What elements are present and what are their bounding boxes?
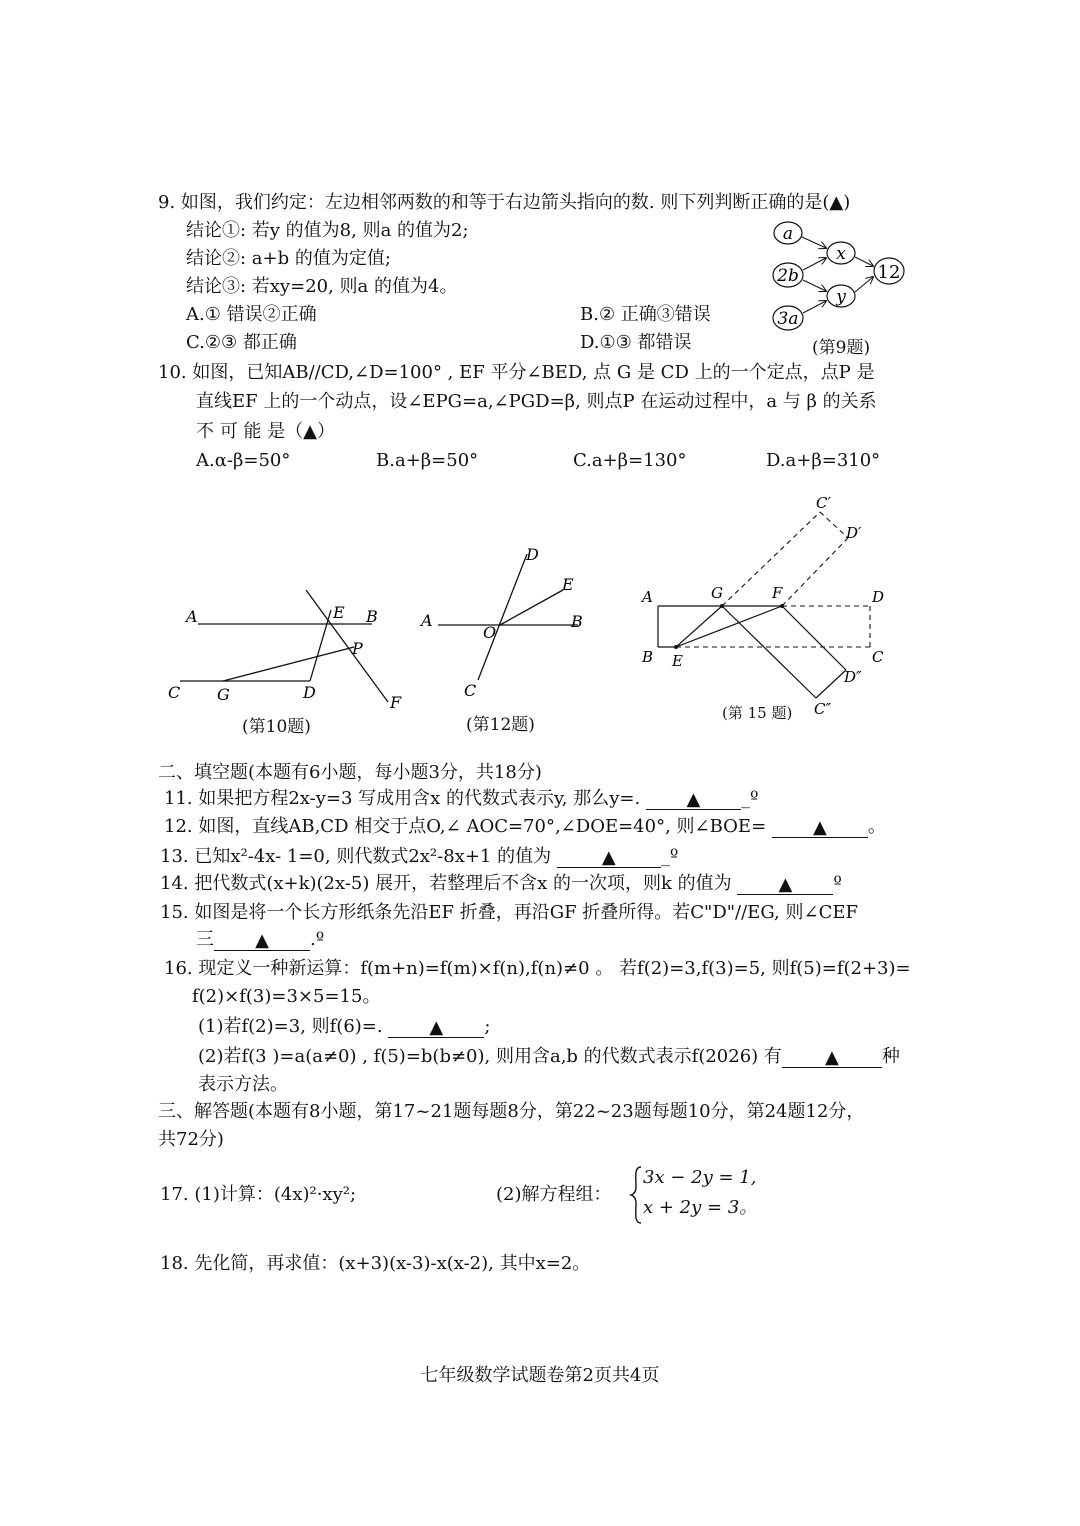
q13-text: 13. 已知x²-4x- 1=0, 则代数式2x²-8x+1 的值为 — [160, 846, 552, 867]
fig15-label-c-prime: C′ — [816, 494, 831, 512]
q14-answer-blank: ▲ — [737, 874, 833, 895]
fig15-label-d-dprime: D″ — [844, 668, 862, 686]
q10-line-3: 不 可 能 是（▲） — [196, 421, 336, 442]
fig12-caption: (第12题) — [466, 715, 535, 735]
fig15-caption: (第 15 题) — [722, 704, 793, 722]
fig15-label-g: G — [711, 584, 723, 602]
fig12-label-e: E — [562, 575, 574, 594]
q16-line-1: 16. 现定义一种新运算：f(m+n)=f(m)×f(n),f(n)≠0 。 若f(2)=3,f(3)=5, 则f(5)=f(2+3)= — [164, 958, 911, 979]
q17-equation-2: x + 2y = 3。 — [643, 1197, 758, 1218]
q9-option-a: A.① 错误②正确 — [186, 304, 317, 325]
fig15-diagram — [636, 492, 906, 722]
fig15-label-e: E — [672, 652, 683, 670]
section-2-heading: 二、填空题(本题有6小题，每小题3分，共18分) — [158, 762, 542, 783]
fig9-label-12: 12 — [877, 262, 901, 283]
q16-part-1-blank: ▲ — [388, 1017, 484, 1038]
fig15-label-b: B — [642, 648, 654, 666]
q12-answer-blank: ▲ — [772, 817, 868, 838]
fig10-label-e: E — [333, 603, 345, 622]
fig12-label-c: C — [464, 681, 477, 700]
q9-conclusion-3: 结论③: 若xy=20, 则a 的值为4。 — [186, 276, 458, 297]
fig9-caption: (第9题) — [812, 338, 871, 358]
q13-answer-blank: ▲ — [557, 847, 661, 868]
q13 — [160, 846, 678, 868]
q9-stem: 9. 如图，我们约定：左边相邻两数的和等于右边箭头指向的数. 则下列判断正确的是(▲) — [158, 192, 851, 213]
q9-option-d: D.①③ 都错误 — [580, 332, 692, 353]
fig12-label-d: D — [526, 545, 539, 564]
q11-answer-blank: ▲ — [646, 789, 741, 810]
fig9-label-2b: 2b — [777, 266, 799, 286]
q10-option-b: B.a+β=50° — [376, 450, 479, 471]
section-3-heading-line-1: 三、解答题(本题有8小题，第17~21题每题8分，第22~23题每题10分，第24题12分， — [158, 1101, 865, 1122]
q9-option-b: B.② 正确③错误 — [580, 304, 711, 325]
q17-equation-1: 3x − 2y = 1, — [643, 1167, 757, 1188]
q9-option-c: C.②③ 都正确 — [186, 332, 297, 353]
q11 — [164, 788, 758, 810]
q16-line-2: f(2)×f(3)=3×5=15。 — [192, 986, 381, 1007]
q9-conclusion-1: 结论①: 若y 的值为8, 则a 的值为2; — [186, 220, 469, 241]
q17-system-brace — [630, 1165, 644, 1225]
q13-tail: _º — [660, 846, 679, 867]
q16-part-1 — [198, 1016, 490, 1038]
q18: 18. 先化简，再求值：(x+3)(x-3)-x(x-2), 其中x=2。 — [160, 1253, 591, 1274]
fig10-label-p: P — [352, 639, 363, 658]
q15-line-2 — [196, 929, 324, 951]
fig15-label-c: C — [872, 648, 884, 666]
q12-text: 12. 如图，直线AB,CD 相交于点O,∠ AOC=70°,∠DOE=40°, 则∠BOE= — [164, 816, 767, 837]
fig15-label-a: A — [642, 588, 653, 606]
fig12-label-a: A — [421, 611, 433, 630]
fig9-diagram — [765, 212, 925, 332]
fig15-label-d: D — [872, 588, 885, 606]
q16-part-1-text: (1)若f(2)=3, 则f(6)=. — [198, 1016, 383, 1037]
fig10-label-a: A — [186, 607, 198, 626]
q9-conclusion-2: 结论②: a+b 的值为定值; — [186, 248, 391, 269]
q16-part-1-tail: ; — [484, 1016, 491, 1037]
fig10-label-d: D — [303, 683, 316, 702]
q16-part-2-text: (2)若f(3 )=a(a≠0) , f(5)=b(b≠0), 则用含a,b 的代数式表示f(2026) 有 — [198, 1046, 782, 1067]
q12 — [164, 816, 886, 838]
fig12-label-o: O — [483, 623, 497, 642]
fig9-label-y: y — [836, 287, 846, 307]
section-3-heading-line-2: 共72分) — [158, 1129, 224, 1150]
fig15-label-f: F — [772, 584, 783, 602]
q16-part-2-line-2: 表示方法。 — [198, 1074, 288, 1095]
q14-tail: º — [833, 873, 842, 894]
q10-line-1: 10. 如图，已知AB//CD,∠D=100° , EF 平分∠BED, 点 G 是 CD 上的一个定点，点P 是 — [158, 362, 875, 383]
q15-tail: .º — [310, 929, 325, 950]
fig10-caption: (第10题) — [242, 717, 311, 737]
q17-part-1: 17. (1)计算：(4x)²·xy²; — [160, 1184, 357, 1205]
q15-answer-blank: ▲ — [214, 930, 310, 951]
q15-line-1: 15. 如图是将一个长方形纸条先沿EF 折叠，再沿GF 折叠所得。若C"D"//EG, 则∠CEF — [160, 902, 858, 923]
fig15-label-c-dprime: C″ — [814, 700, 832, 718]
fig12-diagram — [418, 540, 618, 710]
fig10-label-g: G — [217, 685, 230, 704]
fig10-label-f: F — [390, 693, 402, 712]
q10-option-c: C.a+β=130° — [573, 450, 687, 471]
q11-text: 11. 如果把方程2x-y=3 写成用含x 的代数式表示y, 那么y=. — [164, 788, 641, 809]
q14 — [160, 873, 842, 895]
q16-part-2 — [198, 1046, 900, 1068]
page-footer: 七年级数学试题卷第2页共4页 — [420, 1365, 660, 1386]
fig10-diagram — [160, 580, 420, 730]
q10-option-a: A.α-β=50° — [196, 450, 291, 471]
q10-line-2: 直线EF 上的一个动点，设∠EPG=a,∠PGD=β, 则点P 在运动过程中，a 与 β 的关系 — [196, 391, 877, 412]
q11-tail: _º — [740, 788, 759, 809]
q16-part-2-blank: ▲ — [782, 1047, 882, 1068]
fig12-label-b: B — [571, 612, 583, 631]
fig10-label-c: C — [168, 683, 181, 702]
q10-option-d: D.a+β=310° — [766, 450, 881, 471]
fig9-label-3a: 3a — [777, 309, 799, 329]
fig15-label-d-prime: D′ — [846, 524, 862, 542]
q12-tail: 。 — [867, 816, 886, 837]
q14-text: 14. 把代数式(x+k)(2x-5) 展开，若整理后不含x 的一次项，则k 的值为 — [160, 873, 732, 894]
fig10-label-b: B — [366, 607, 378, 626]
q15-prefix: 三 — [196, 929, 214, 950]
q17-part-2: (2)解方程组： — [496, 1184, 612, 1205]
q16-part-2-tail: 种 — [881, 1046, 900, 1067]
fig9-label-x: x — [836, 244, 846, 264]
fig9-label-a: a — [782, 224, 794, 244]
